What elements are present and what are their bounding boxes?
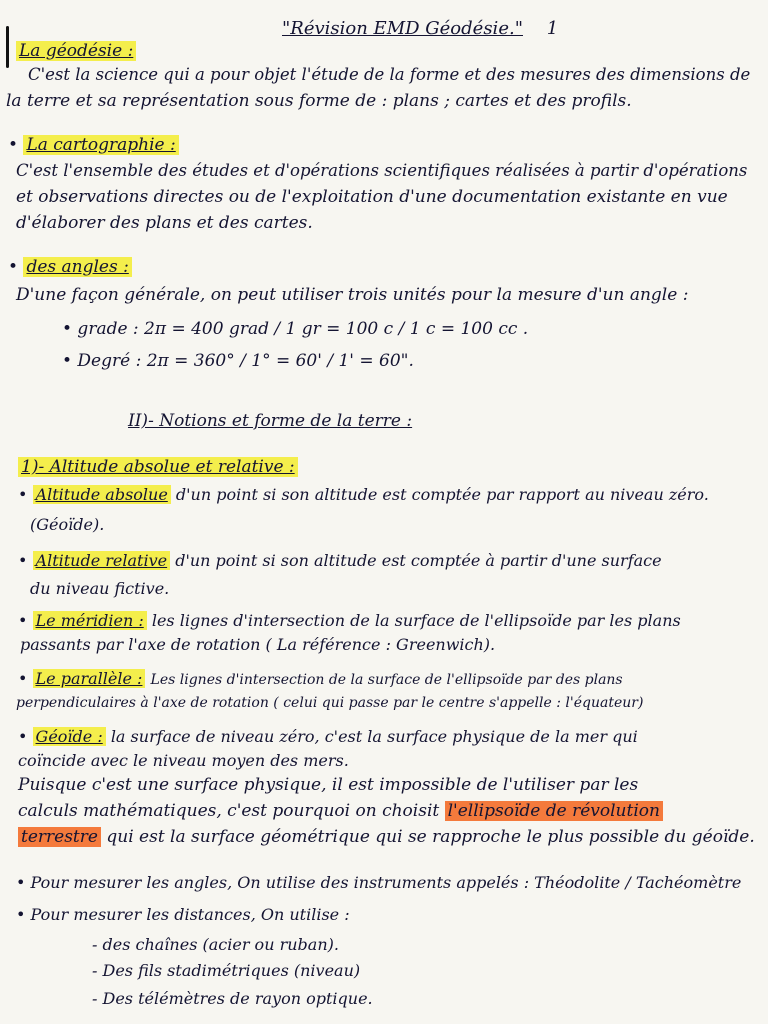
margin-mark [6,26,9,68]
geoide-def: la surface de niveau zéro, c'est la surface physique de la mer qui [110,727,638,746]
heading-geodesie [16,40,136,62]
distance-tool-3: - Des télémètres de rayon optique. [92,989,373,1008]
bullet: • [18,485,28,504]
mesure-angles-item [16,872,741,894]
bullet: • [16,905,26,924]
bullet: • [18,727,28,746]
altitude-absolue-item [18,484,709,506]
altitude-relative-line-2: du niveau fictive. [30,579,170,598]
altitude-absolue-line-2: (Géoïde). [30,515,105,534]
geoide-line-4 [18,800,663,822]
meridien-def: les lignes d'intersection de la surface de l'ellipsoïde par les plans [151,611,681,630]
geoide-line-4-text: calculs mathématiques, c'est pourquoi on choisit [18,801,440,821]
geoide-line-5 [18,826,755,848]
distance-tool-2: - Des fils stadimétriques (niveau) [92,961,361,980]
bullet: • [16,873,26,892]
heading-altitude-label: 1)- Altitude absolue et relative : [18,457,298,477]
heading-angles-label: des angles : [23,257,131,277]
meridien-term: Le méridien : [33,611,147,630]
altitude-absolue-def: d'un point si son altitude est comptée par rapport au niveau zéro. [175,485,709,504]
geoide-line-3: Puisque c'est une surface physique, il est impossible de l'utiliser par les [18,775,639,795]
page-number: 1 [546,18,559,39]
geoide-item [18,726,638,748]
mesure-distances-text: Pour mesurer les distances, On utilise : [30,905,350,924]
angles-intro: D'une façon générale, on peut utiliser trois unités pour la mesure d'un angle : [16,285,689,305]
altitude-relative-item [18,550,662,572]
heading-altitude [18,456,298,478]
ellipsoide-highlight: l'ellipsoïde de révolution [445,801,663,821]
bullet: • [18,669,28,688]
page-title-text: "Révision EMD Géodésie." [282,18,523,39]
heading-geodesie-label: La géodésie : [16,41,136,61]
geoide-line-5-text: qui est la surface géométrique qui se rapproche le plus possible du géoïde. [106,827,755,847]
geodesie-line-2: la terre et sa représentation sous forme de : plans ; cartes et des profils. [6,91,632,111]
geodesie-line-1: C'est la science qui a pour objet l'étude de la forme et des mesures des dimensions de [28,65,751,84]
chapter-heading-text: II)- Notions et forme de la terre : [128,411,413,431]
page-title [282,18,558,40]
cartographie-line-2: et observations directes ou de l'exploitation d'une documentation existante en vue [16,187,728,207]
bullet: • [8,135,19,155]
heading-angles [8,256,132,278]
altitude-relative-def: d'un point si son altitude est comptée à partir d'une surface [175,551,662,570]
altitude-absolue-term: Altitude absolue [33,485,171,504]
parallele-def: Les lignes d'intersection de la surface de l'ellipsoïde par des plans [150,672,623,688]
parallele-term: Le parallèle : [33,669,146,688]
meridien-line-2: passants par l'axe de rotation ( La référence : Greenwich). [20,635,496,654]
chapter-heading [128,410,412,432]
geoide-line-2: coïncide avec le niveau moyen des mers. [18,751,349,770]
bullet: • [8,257,19,277]
angles-grade: • grade : 2π = 400 grad / 1 gr = 100 c / 1 c = 100 cc . [62,319,529,339]
bullet: • [18,611,28,630]
cartographie-line-3: d'élaborer des plans et des cartes. [16,213,313,233]
cartographie-line-1: C'est l'ensemble des études et d'opérations scientifiques réalisées à partir d'opérations [16,161,748,180]
parallele-line-2: perpendiculaires à l'axe de rotation ( celui qui passe par le centre s'appelle : l'équateur) [16,695,644,711]
geoide-term: Géoïde : [33,727,106,746]
meridien-item [18,610,681,632]
angles-degre: • Degré : 2π = 360° / 1° = 60' / 1' = 60". [62,351,414,371]
mesure-angles-text: Pour mesurer les angles, On utilise des instruments appelés : Théodolite / Tachéomètre [30,873,742,892]
terrestre-highlight: terrestre [18,827,101,847]
heading-cartographie [8,134,179,156]
altitude-relative-term: Altitude relative [33,551,171,570]
mesure-distances-item [16,904,350,926]
bullet: • [18,551,28,570]
parallele-item [18,668,623,691]
heading-cartographie-label: La cartographie : [23,135,178,155]
distance-tool-1: - des chaînes (acier ou ruban). [92,935,339,954]
